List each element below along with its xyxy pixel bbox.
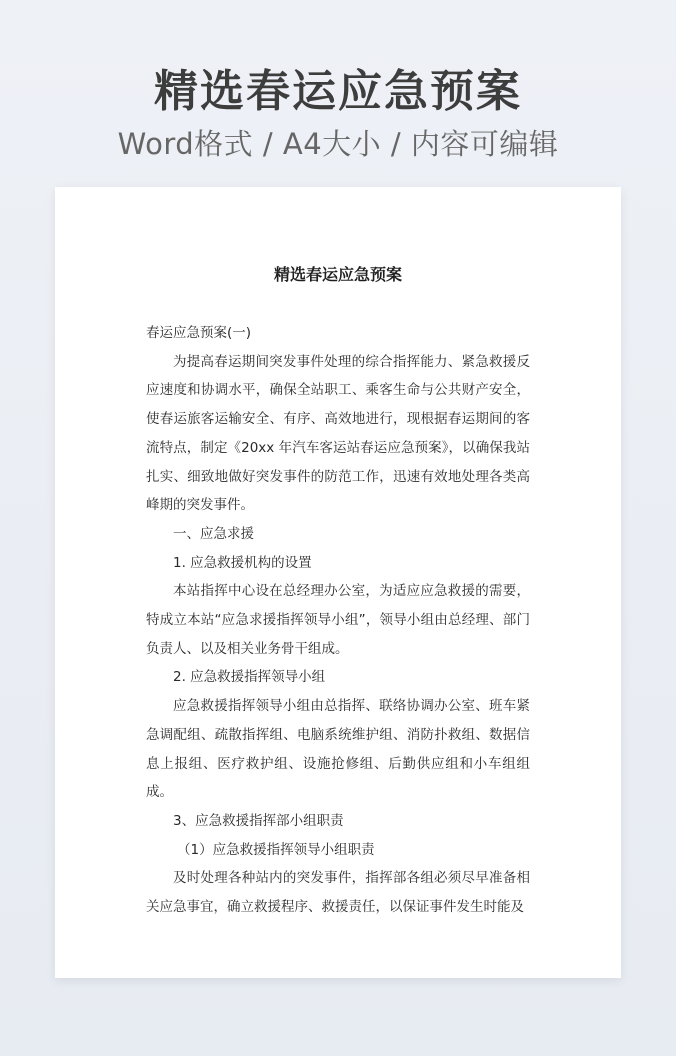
paragraph-command-group: 应急救援指挥领导小组由总指挥、联络协调办公室、班车紧急调配组、疏散指挥组、电脑系统维护组、消防扑救组、数据信息上报组、医疗救护组、设施抢修组、后勤供应组和小车组组成。 xyxy=(146,698,530,801)
paragraph-leader-duties: 及时处理各种站内的突发事件，指挥部各组必须尽早准备相关应急事宜，确立救援程序、救援责任，以保证事件发生时能及 xyxy=(146,870,530,916)
heading-group-duties: 3、应急救援指挥部小组职责 xyxy=(173,812,344,829)
document-title: 精选春运应急预案 xyxy=(273,265,402,284)
document-body xyxy=(146,319,530,922)
heading-leader-duties: （1）应急救援指挥领导小组职责 xyxy=(177,841,375,858)
hero-title: 精选春运应急预案 xyxy=(154,66,522,117)
heading-emergency-rescue: 一、应急求援 xyxy=(173,525,254,542)
heading-command-group: 2. 应急救援指挥领导小组 xyxy=(173,669,326,686)
hero-banner xyxy=(0,62,676,166)
document-page xyxy=(55,187,621,978)
hero-subtitle: Word格式 / A4大小 / 内容可编辑 xyxy=(117,127,559,161)
section-heading: 春运应急预案(一) xyxy=(146,325,252,341)
paragraph-organization: 本站指挥中心设在总经理办公室，为适应应急救援的需要，特成立本站“应急求援指挥领导小组”，领导小组由总经理、部门负责人、以及相关业务骨干组成。 xyxy=(146,583,530,657)
paragraph-intro: 为提高春运期间突发事件处理的综合指挥能力、紧急救援反应速度和协调水平，确保全站职工、乘客生命与公共财产安全，使春运旅客运输安全、有序、高效地进行，现根据春运期间的客流特点，制定《20xx 年汽车客运站春运应急预案》，以确保我站扎实、细致地做好突发事件的防范工作，迅速有效地处理各类高峰期的突发事件。 xyxy=(146,353,530,514)
heading-rescue-organization: 1. 应急救援机构的设置 xyxy=(173,554,312,571)
